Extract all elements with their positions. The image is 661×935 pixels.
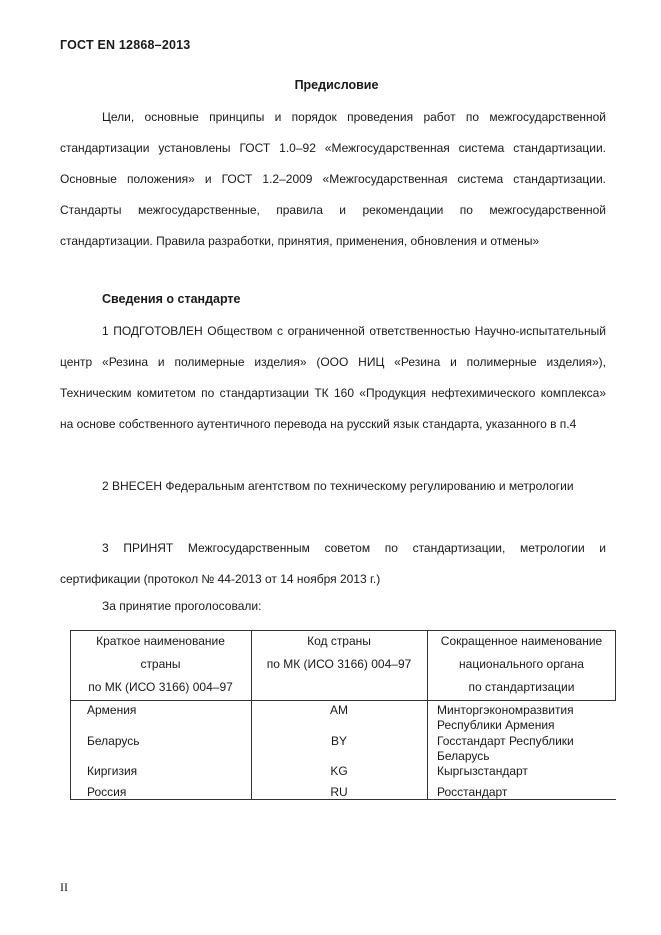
page-number: II [60, 880, 68, 894]
item-adopted: 3 ПРИНЯТ Межгосударственным советом по стандартизации, метрологии и сертификации (протокол № 44-2013 от 14 ноября 2013 г.) [60, 541, 606, 586]
table-row-code: RU [330, 785, 348, 799]
voted-label: За принятие проголосовали: [102, 599, 262, 613]
table-row-country: Россия [87, 785, 127, 799]
table-row-body: Минторгэкономразвития Республики Армения [437, 703, 574, 732]
col-header-code-line2: по МК (ИСО 3166) 004–97 [266, 657, 412, 671]
item-prepared: 1 ПОДГОТОВЛЕН Обществом с ограниченной ответственностью Научно-испытательный центр «Резина и полимерные изделия» (ООО НИЦ «Резина и полимерные изделия»), Техническим комитетом по стандартизации ТК 160 «Продукция нефтехимического комплекса» на основе собственного аутентичного перевода на русский язык стандарта, указанного в п.4 [60, 324, 606, 431]
col-header-body-line3: по стандартизации [468, 680, 575, 694]
foreword-title: Предисловие [294, 78, 379, 92]
table-row-code: BY [330, 734, 347, 748]
table-row-body: Кыргызстандарт [437, 764, 528, 778]
table-row-body: Госстандарт Республики Беларусь [437, 734, 574, 763]
col-header-country-line1: Краткое наименование [96, 634, 225, 648]
foreword-intro: Цели, основные принципы и порядок проведения работ по межгосударственной стандартизации установлены ГОСТ 1.0–92 «Межгосударственная система стандартизации. Основные положения» и ГОСТ 1.2–2009 «Межгосударственная система стандартизации. Стандарты межгосударственные, правила и рекомендации по межгосударственной стандартизации. Правила разработки, принятия, применения, обновления и отмены» [60, 110, 606, 248]
standard-info-heading: Сведения о стандарте [102, 292, 241, 306]
document-code: ГОСТ EN 12868–2013 [60, 38, 191, 52]
col-header-country [70, 630, 251, 699]
table-row-body: Росстандарт [437, 785, 508, 799]
table-row-country: Киргизия [87, 764, 138, 778]
table-row-country: Армения [87, 703, 137, 717]
col-header-body [427, 630, 616, 699]
col-header-body-line2: национального органа [459, 657, 584, 671]
table-row-country: Беларусь [87, 734, 140, 748]
item-introduced: 2 ВНЕСЕН Федеральным агентством по техническому регулированию и метрологии [102, 479, 574, 493]
col-header-code [251, 630, 427, 676]
table-header-border [70, 700, 616, 701]
table-row-code: AM [330, 703, 348, 717]
col-header-country-line3: по МК (ИСО 3166) 004–97 [88, 680, 233, 694]
table-row-code: KG [330, 764, 348, 778]
col-header-country-line2: страны [140, 657, 181, 671]
col-header-code-line1: Код страны [307, 634, 371, 648]
col-header-body-line1: Сокращенное наименование [440, 634, 603, 648]
